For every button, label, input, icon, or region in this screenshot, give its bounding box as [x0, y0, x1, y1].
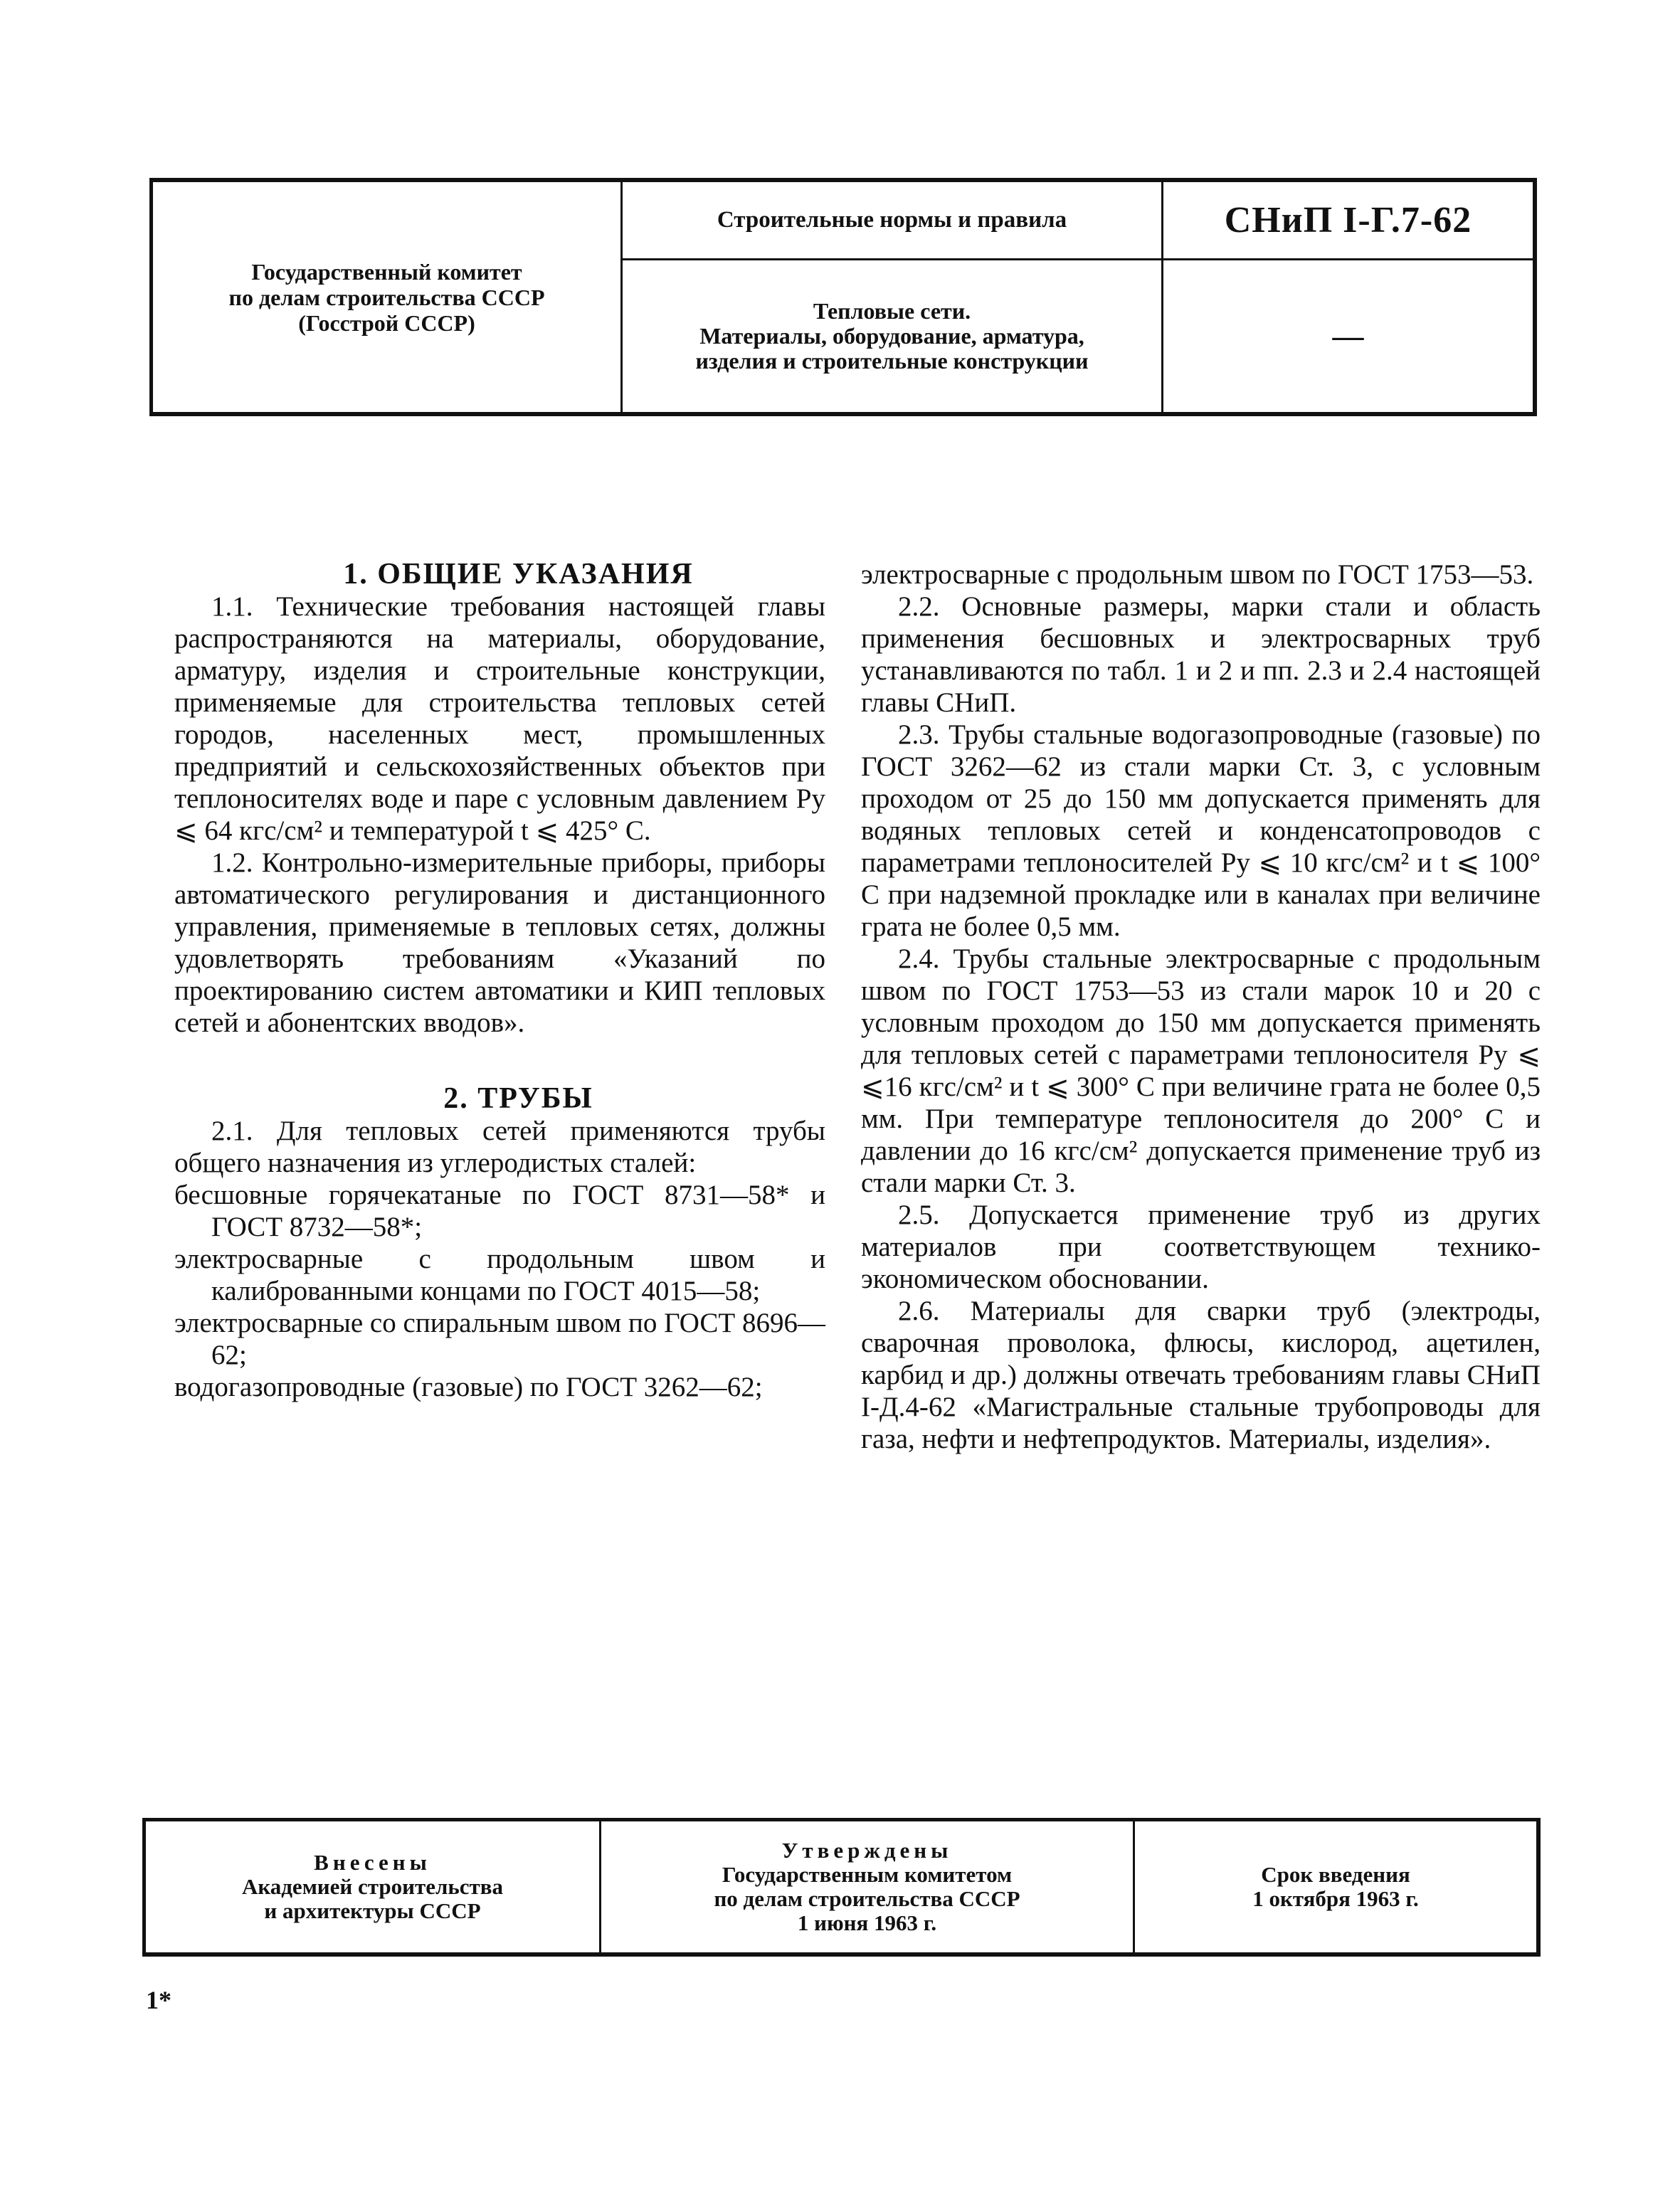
footer-table: [142, 1818, 1541, 1957]
committee-cell: [153, 182, 623, 412]
committee-line: по делам строительства СССР: [228, 284, 545, 310]
approved-line: Государственным комитетом: [722, 1862, 1013, 1887]
introduced-heading: Внесены: [314, 1850, 431, 1875]
approved-date: 1 июня 1963 г.: [797, 1910, 937, 1935]
effective-heading: Срок введения: [1261, 1862, 1410, 1887]
document-code: СНиП I-Г.7-62: [1163, 182, 1533, 260]
effective-date: 1 октября 1963 г.: [1252, 1886, 1419, 1911]
committee-line: Государственный комитет: [251, 258, 522, 285]
section-1-title: 1. ОБЩИЕ УКАЗАНИЯ: [343, 558, 694, 591]
right-column: [861, 559, 1541, 1455]
introduced-cell: [146, 1821, 601, 1952]
code-dash: —: [1332, 319, 1364, 354]
list-item: бесшовные горячекатаные по ГОСТ 8731—58* и ГОСТ 8732—58*;: [174, 1180, 825, 1242]
list-item: водогазопроводные (газовые) по ГОСТ 3262—62;: [174, 1372, 763, 1402]
paragraph-2-4: 2.4. Трубы стальные электросварные с продольным швом по ГОСТ 1753—53 из стали марок 10 и 20 с условным проходом до 150 мм допускается применять для тепловых сетей с параметрами теплоносителя Pу ⩽ ⩽16 кгс/см² и t ⩽ 300° С при величине грата не более 0,5 мм. При температуре теплоносителя до 200° С и давлении до 16 кгс/см² допускается применение труб из стали марки Ст. 3.: [861, 943, 1541, 1198]
title-line: Материалы, оборудование, арматура,: [699, 323, 1084, 349]
approved-line: по делам строительства СССР: [714, 1886, 1020, 1911]
approved-heading: Утверждены: [781, 1838, 953, 1863]
effective-cell: [1135, 1821, 1536, 1952]
paragraph-2-2: 2.2. Основные размеры, марки стали и область применения бесшовных и электросварных труб устанавливаются по табл. 1 и 2 и пп. 2.3 и 2.4 настоящей главы СНиП.: [861, 591, 1541, 718]
page-mark: 1*: [146, 1986, 171, 2014]
title-line: изделия и строительные конструкции: [695, 348, 1089, 374]
paragraph-1-2: 1.2. Контрольно-измерительные приборы, приборы автоматического регулирования и дистанционного управления, применяемые в тепловых сетях, должны удовлетворять требованиям «Указаний по проектированию систем автоматики и КИП тепловых сетей и абонентских вводов».: [174, 847, 825, 1038]
approved-cell: [601, 1821, 1135, 1952]
left-column: [174, 559, 825, 1403]
introduced-line: Академией строительства: [241, 1874, 504, 1899]
section-2-title: 2. ТРУБЫ: [443, 1082, 593, 1115]
list-item: электросварные с продольным швом и калиброванными концами по ГОСТ 4015—58;: [174, 1244, 825, 1306]
document-title: [623, 260, 1163, 412]
paragraph-2-1: 2.1. Для тепловых сетей применяются трубы общего назначения из углеродистых сталей:: [174, 1116, 825, 1178]
introduced-line: и архитектуры СССР: [264, 1898, 481, 1923]
paragraph-2-3: 2.3. Трубы стальные водогазопроводные (газовые) по ГОСТ 3262—62 из стали марки Ст. 3, с условным проходом от 25 до 150 мм допускается применять для водяных тепловых сетей и конденсатопроводов с параметрами теплоносителей Pу ⩽ 10 кгс/см² и t ⩽ 100° С при надземной прокладке или в каналах при величине грата не более 0,5 мм.: [861, 719, 1541, 942]
paragraph-1-1: 1.1. Технические требования настоящей главы распространяются на материалы, оборудование, арматуру, изделия и строительные конструкции, применяемые для строительства тепловых сетей городов, населенных мест, промышленных предприятий и сельскохозяйственных объектов при теплоносителях воде и паре с условным давлением Pу ⩽ 64 кгс/см² и температурой t ⩽ 425° С.: [174, 591, 825, 846]
list-item: электросварные со спиральным швом по ГОСТ 8696—62;: [174, 1308, 825, 1370]
list-item: электросварные с продольным швом по ГОСТ 1753—53.: [861, 559, 1534, 590]
title-line: Тепловые сети.: [813, 298, 971, 324]
paragraph-2-5: 2.5. Допускается применение труб из других материалов при соответствующем технико-экономическом обосновании.: [861, 1200, 1541, 1294]
header-table: [149, 178, 1537, 416]
norms-label: Строительные нормы и правила: [623, 182, 1163, 260]
paragraph-2-6: 2.6. Материалы для сварки труб (электроды, сварочная проволока, флюсы, кислород, ацетилен, карбид и др.) должны отвечать требованиям главы СНиП I-Д.4-62 «Магистральные стальные трубопроводы для газа, нефти и нефтепродуктов. Материалы, изделия».: [861, 1296, 1541, 1454]
committee-line: (Госстрой СССР): [298, 310, 475, 336]
